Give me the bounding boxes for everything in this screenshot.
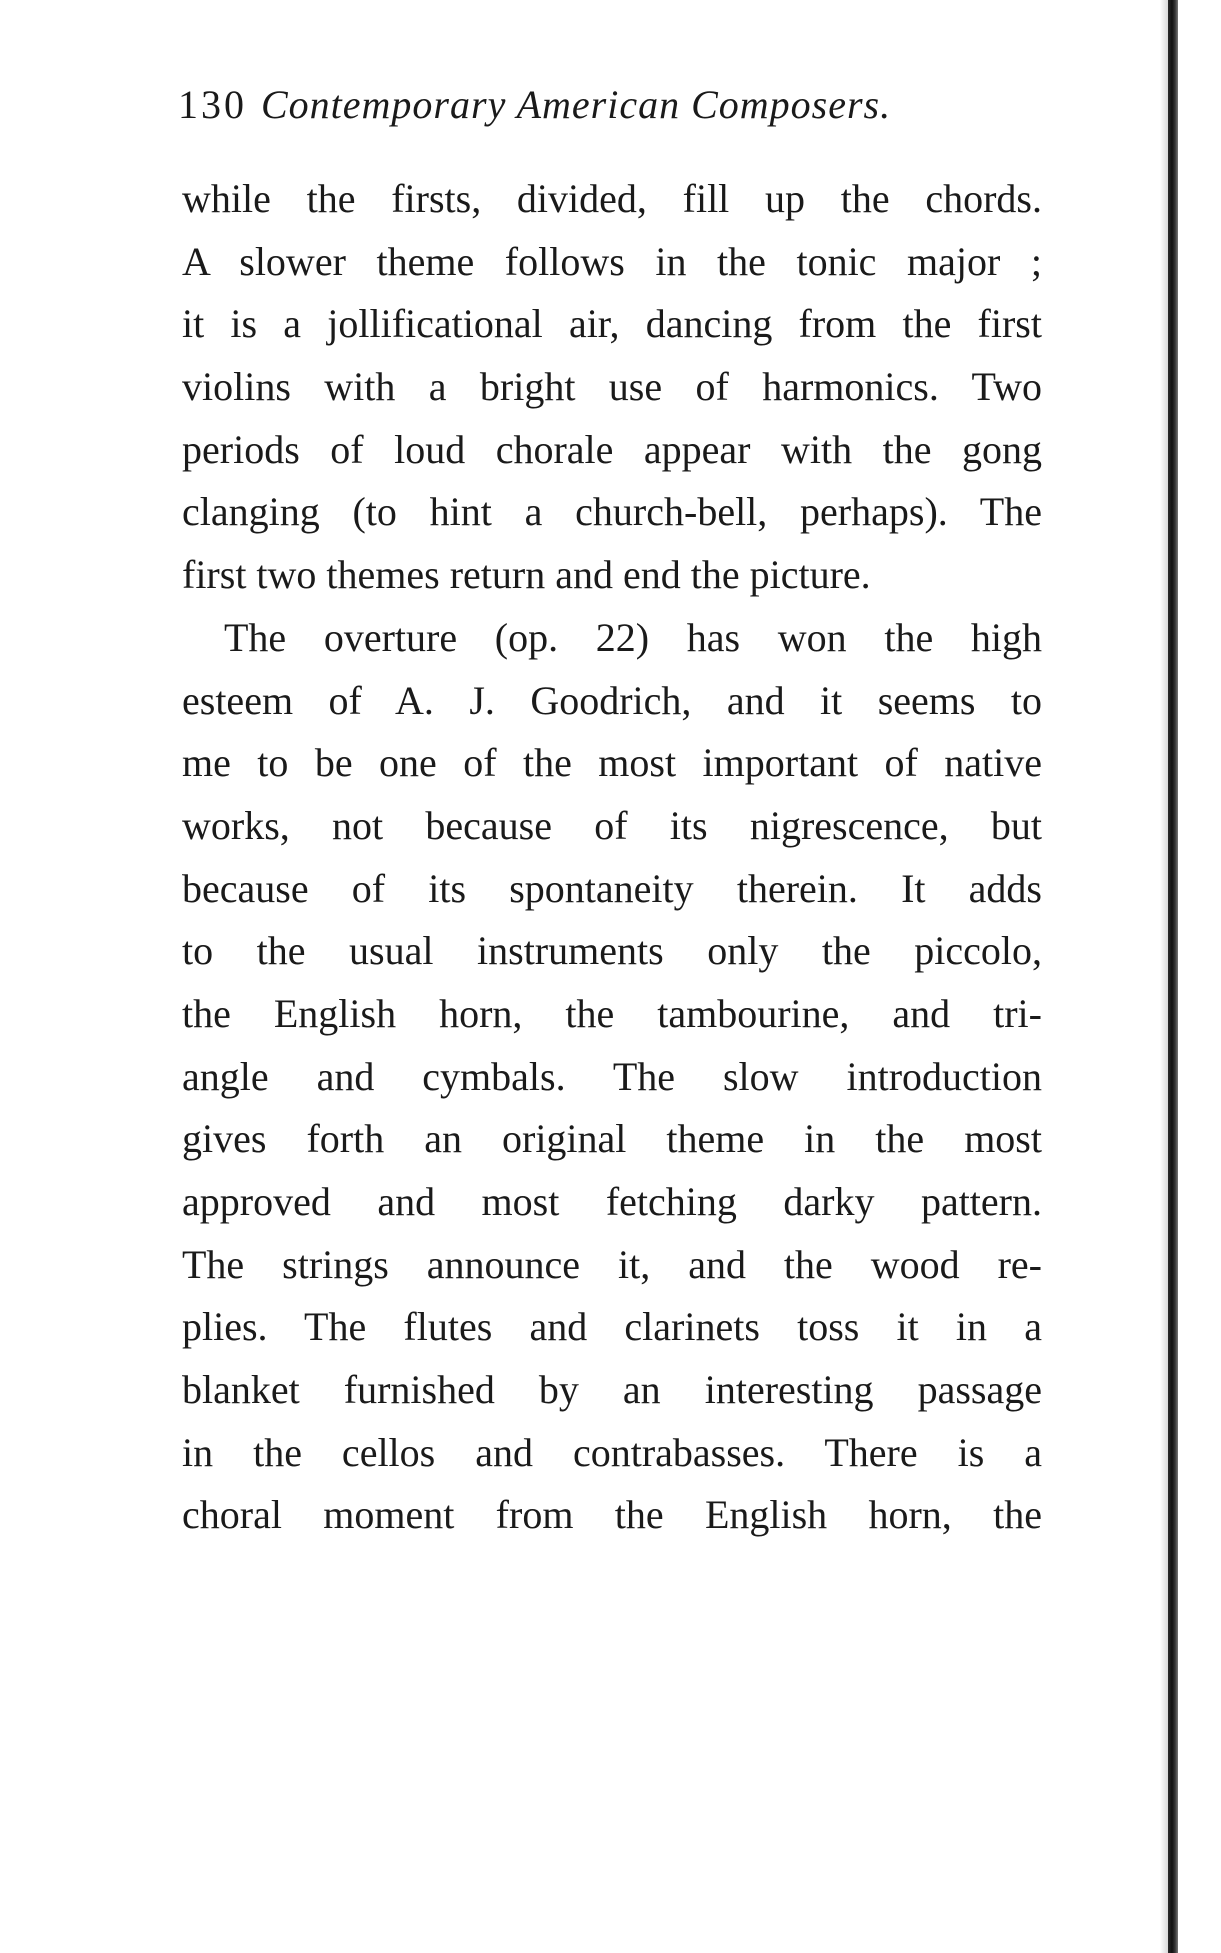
text-line: periods of loud chorale appear with the gong [182,426,1042,472]
paragraph-first-line: The overture (op. 22) has won the high [224,614,1042,660]
text-line: in the cellos and contrabasses. There is a [182,1429,1042,1475]
text-line: works, not because of its nigrescence, but [182,802,1042,848]
gutter-shadow [1160,0,1168,1953]
text-line: clanging (to hint a church-bell, perhaps). The [182,489,1042,535]
text-line: the English horn, the tambourine, and tri- [182,990,1042,1036]
text-line: approved and most fetching darky pattern. [182,1179,1042,1224]
running-title: Contemporary American Composers. [261,82,892,127]
text-line: esteem of A. J. Goodrich, and it seems to [182,677,1042,723]
text-line: it is a jollificational air, dancing from the first [182,301,1042,347]
text-line: gives forth an original theme in the most [182,1116,1042,1162]
text-line: A slower theme follows in the tonic major ; [182,238,1042,284]
text-line: because of its spontaneity therein. It adds [182,865,1042,911]
text-line: choral moment from the English horn, the [182,1492,1042,1538]
page-edge-binding [1168,0,1178,1953]
page-number: 130 [178,82,247,127]
text-line: to the usual instruments only the piccolo, [182,928,1042,974]
text-line: while the firsts, divided, fill up the chords. [182,176,1042,221]
text-line: blanket furnished by an interesting passage [182,1367,1042,1413]
body-text [182,168,1042,1547]
running-head [178,80,1038,130]
text-line: violins with a bright use of harmonics. Two [182,364,1042,410]
text-line: plies. The flutes and clarinets toss it in a [182,1304,1042,1350]
text-line: The strings announce it, and the wood re- [182,1241,1042,1287]
text-line: me to be one of the most important of native [182,740,1042,786]
text-line: first two themes return and end the picture. [182,552,871,598]
text-line: angle and cymbals. The slow introduction [182,1053,1042,1099]
